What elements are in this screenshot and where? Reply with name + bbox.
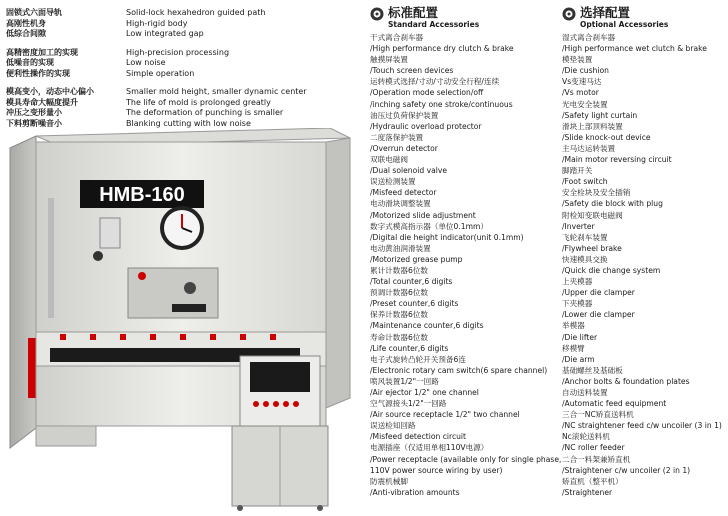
feature-zh: 低综合间隙 <box>6 29 46 38</box>
accessory-item: 累计计数器6位数 <box>370 265 428 275</box>
accessory-item: /Automatic feed equipment <box>562 399 667 409</box>
accessory-item: 二合一料架兼矫直机 <box>562 454 631 464</box>
feature-zh: 便利性操作的实现 <box>6 68 70 78</box>
accessory-item: 空气源接头1/2"一回路 <box>370 399 447 409</box>
feature-en: Low noise <box>126 58 166 67</box>
accessory-item: /NC straightener feed c/w uncoiler (3 in 1) <box>562 421 722 431</box>
feature-zh: 下料剪断噪音小 <box>6 118 62 128</box>
accessory-item: 模垫装置 <box>562 55 593 65</box>
accessory-item: 二度落保护装置 <box>370 132 424 142</box>
feature-row <box>6 108 346 119</box>
accessory-item: /Power receptacle (available only for single phase, <box>370 454 562 464</box>
standard-header <box>370 6 566 29</box>
accessory-item: /Hydraulic overload protector <box>370 121 482 131</box>
accessory-item: 安全栓块及安全插销 <box>562 188 631 198</box>
accessory-item: 电动滑块调整装置 <box>370 199 431 209</box>
feature-group <box>6 87 346 129</box>
accessory-item: /Motorized slide adjustment <box>370 210 476 220</box>
accessory-item: 防震机械脚 <box>370 476 408 486</box>
feature-zh: 高精密度加工的实现 <box>6 47 78 57</box>
feature-row <box>6 98 346 109</box>
accessory-item: /Misfeed detection circuit <box>370 432 467 442</box>
feature-zh: 模高变小，动态中心偏小 <box>6 87 94 96</box>
feature-zh: 固锁式六面导轨 <box>6 8 62 17</box>
optional-title: 选择配置 <box>580 5 631 20</box>
feature-row <box>6 48 346 59</box>
accessory-item: /inching safety one stroke/continuous <box>370 99 513 109</box>
feature-row <box>6 19 346 30</box>
accessory-item: 寿命计数器6位数 <box>370 332 428 342</box>
accessory-item: /Slide knock-out device <box>562 132 651 142</box>
accessory-item: 触摸屏装置 <box>370 55 408 65</box>
press-machine-icon <box>0 128 360 512</box>
accessory-item: /Motorized grease pump <box>370 254 463 264</box>
standard-subtitle: Standard Accessories <box>388 20 480 29</box>
optional-accessories <box>562 6 728 498</box>
accessory-item: /Air ejector 1/2" one channel <box>370 388 479 397</box>
accessory-item: /Safety light curtain <box>562 110 638 120</box>
feature-row <box>6 29 346 40</box>
accessory-item: /Maintenance counter,6 digits <box>370 321 484 331</box>
accessory-item: 基础螺丝及基础板 <box>562 365 623 375</box>
feature-zh: 模具寿命大幅度提升 <box>6 97 78 107</box>
accessory-item: 快速模具交换 <box>562 254 608 264</box>
accessory-item: 举模器 <box>562 321 585 331</box>
accessory-item: /Touch screen devices <box>370 66 454 76</box>
accessory-item: Vs变速马达 <box>562 77 602 87</box>
accessory-item: 运转模式选择/寸动/寸动安全行程/连续 <box>370 77 500 87</box>
feature-group <box>6 8 346 40</box>
accessory-item: /Anti-vibration amounts <box>370 487 460 497</box>
optional-header <box>562 6 728 29</box>
accessory-item: 上夹模器 <box>562 277 593 287</box>
accessory-item: 湿式离合刹车器 <box>562 33 616 42</box>
accessory-item: 移模臂 <box>562 343 585 353</box>
accessory-item: /High performance wet clutch & brake <box>562 44 707 54</box>
accessory-item: 主马达运转装置 <box>562 143 616 153</box>
accessory-item: /Dual solenoid valve <box>370 166 448 176</box>
feature-zh: 低噪音的实现 <box>6 58 54 67</box>
feature-en: Solid-lock hexahedron guided path <box>126 8 266 17</box>
accessory-item: /Overrun detector <box>370 143 438 153</box>
accessory-item: 电动黄油润滑装置 <box>370 243 431 253</box>
accessory-item: 下夹模器 <box>562 299 593 309</box>
accessory-item: 电源插座（仅适用单相110V电源） <box>370 443 489 453</box>
accessory-item: /Preset counter,6 digits <box>370 299 459 309</box>
accessory-item: 矫直机（整平机） <box>562 476 623 486</box>
accessory-item: 110V power source wiring by user) <box>370 465 503 475</box>
accessory-item: /Die cushion <box>562 66 609 76</box>
accessory-item: /Quick die change system <box>562 265 661 275</box>
accessory-item: /Digital die height indicator(unit 0.1mm) <box>370 232 524 242</box>
feature-row <box>6 87 346 98</box>
accessory-item: /Die lifter <box>562 332 598 342</box>
standard-title: 标准配置 <box>388 5 439 20</box>
accessory-item: 误送检测装置 <box>370 177 416 187</box>
accessory-item: 自动送料装置 <box>562 388 608 397</box>
feature-en: Blanking cutting with low noise <box>126 118 251 128</box>
accessory-item: 双联电磁阀 <box>370 155 408 165</box>
accessory-item: /Total counter,6 digits <box>370 277 453 287</box>
feature-row <box>6 58 346 69</box>
accessory-item: /Vs motor <box>562 88 599 98</box>
accessory-item: /Die arm <box>562 354 595 364</box>
accessory-item: 保养计数器6位数 <box>370 310 428 320</box>
feature-en: Smaller mold height, smaller dynamic center <box>126 87 307 96</box>
accessory-item: 光电安全装置 <box>562 99 608 109</box>
gear-bullet-icon <box>370 7 384 21</box>
accessory-item: Nc滚轮送料机 <box>562 432 610 442</box>
accessory-item: 飞轮刹车装置 <box>562 232 608 242</box>
accessory-item: 滑块上部顶料装置 <box>562 121 623 131</box>
accessory-item: /Main motor reversing circuit <box>562 155 672 165</box>
accessory-item: /Air source receptacle 1/2" two channel <box>370 410 520 420</box>
accessory-item: 误送检知回路 <box>370 421 416 431</box>
press-machine-illustration <box>0 128 360 512</box>
feature-en: High-precision processing <box>126 47 230 57</box>
accessory-item: 油压过负荷保护装置 <box>370 110 439 120</box>
accessory-item: 电子式旋转凸轮开关预备6连 <box>370 354 466 364</box>
accessory-item: 预调计数器6位数 <box>370 288 428 298</box>
accessory-item: /Operation mode selection/off <box>370 88 484 98</box>
feature-en: Simple operation <box>126 68 195 78</box>
accessory-item: /Electronic rotary cam switch(6 spare channel) <box>370 365 548 375</box>
accessory-item: 脚踏开关 <box>562 166 593 176</box>
accessory-item: /Safety die block with plug <box>562 199 663 209</box>
accessory-item: /NC roller feeder <box>562 443 625 453</box>
feature-group <box>6 48 346 80</box>
accessory-item: /Misfeed detector <box>370 188 437 198</box>
standard-accessories <box>370 6 566 498</box>
accessory-item: /High performance dry clutch & brake <box>370 44 514 54</box>
standard-list <box>370 32 566 498</box>
accessory-item: 三合一NC矫直送料机 <box>562 410 634 420</box>
feature-row <box>6 69 346 80</box>
feature-row <box>6 8 346 19</box>
accessory-item: /Inverter <box>562 221 595 231</box>
gear-bullet-icon <box>562 7 576 21</box>
model-plate: HMB-160 <box>99 184 185 206</box>
accessory-item: 数字式模高指示器（单位0.1mm） <box>370 221 488 231</box>
feature-en: Low integrated gap <box>126 29 204 38</box>
accessory-item: /Straightener c/w uncoiler (2 in 1) <box>562 465 691 475</box>
feature-en: High-rigid body <box>126 18 188 28</box>
accessory-item: /Straightener <box>562 487 613 497</box>
feature-en: The deformation of punching is smaller <box>126 108 284 117</box>
feature-zh: 高刚性机身 <box>6 18 46 28</box>
accessory-item: /Life counter,6 digits <box>370 343 449 353</box>
accessory-item: 附检知变联电磁阀 <box>562 210 623 220</box>
optional-subtitle: Optional Accessories <box>580 20 669 29</box>
feature-en: The life of mold is prolonged greatly <box>126 97 271 107</box>
accessory-item: /Upper die clamper <box>562 288 635 298</box>
feature-zh: 冲压之变形量小 <box>6 108 62 117</box>
feature-list <box>6 8 346 137</box>
accessory-item: 喷风装置1/2"一回路 <box>370 376 439 386</box>
accessory-item: /Foot switch <box>562 177 608 187</box>
accessory-item: 干式离合刹车器 <box>370 33 424 42</box>
accessory-item: /Anchor bolts & foundation plates <box>562 376 690 386</box>
accessory-item: /Lower die clamper <box>562 310 635 320</box>
accessory-item: /Flywheel brake <box>562 243 622 253</box>
optional-list <box>562 32 728 498</box>
